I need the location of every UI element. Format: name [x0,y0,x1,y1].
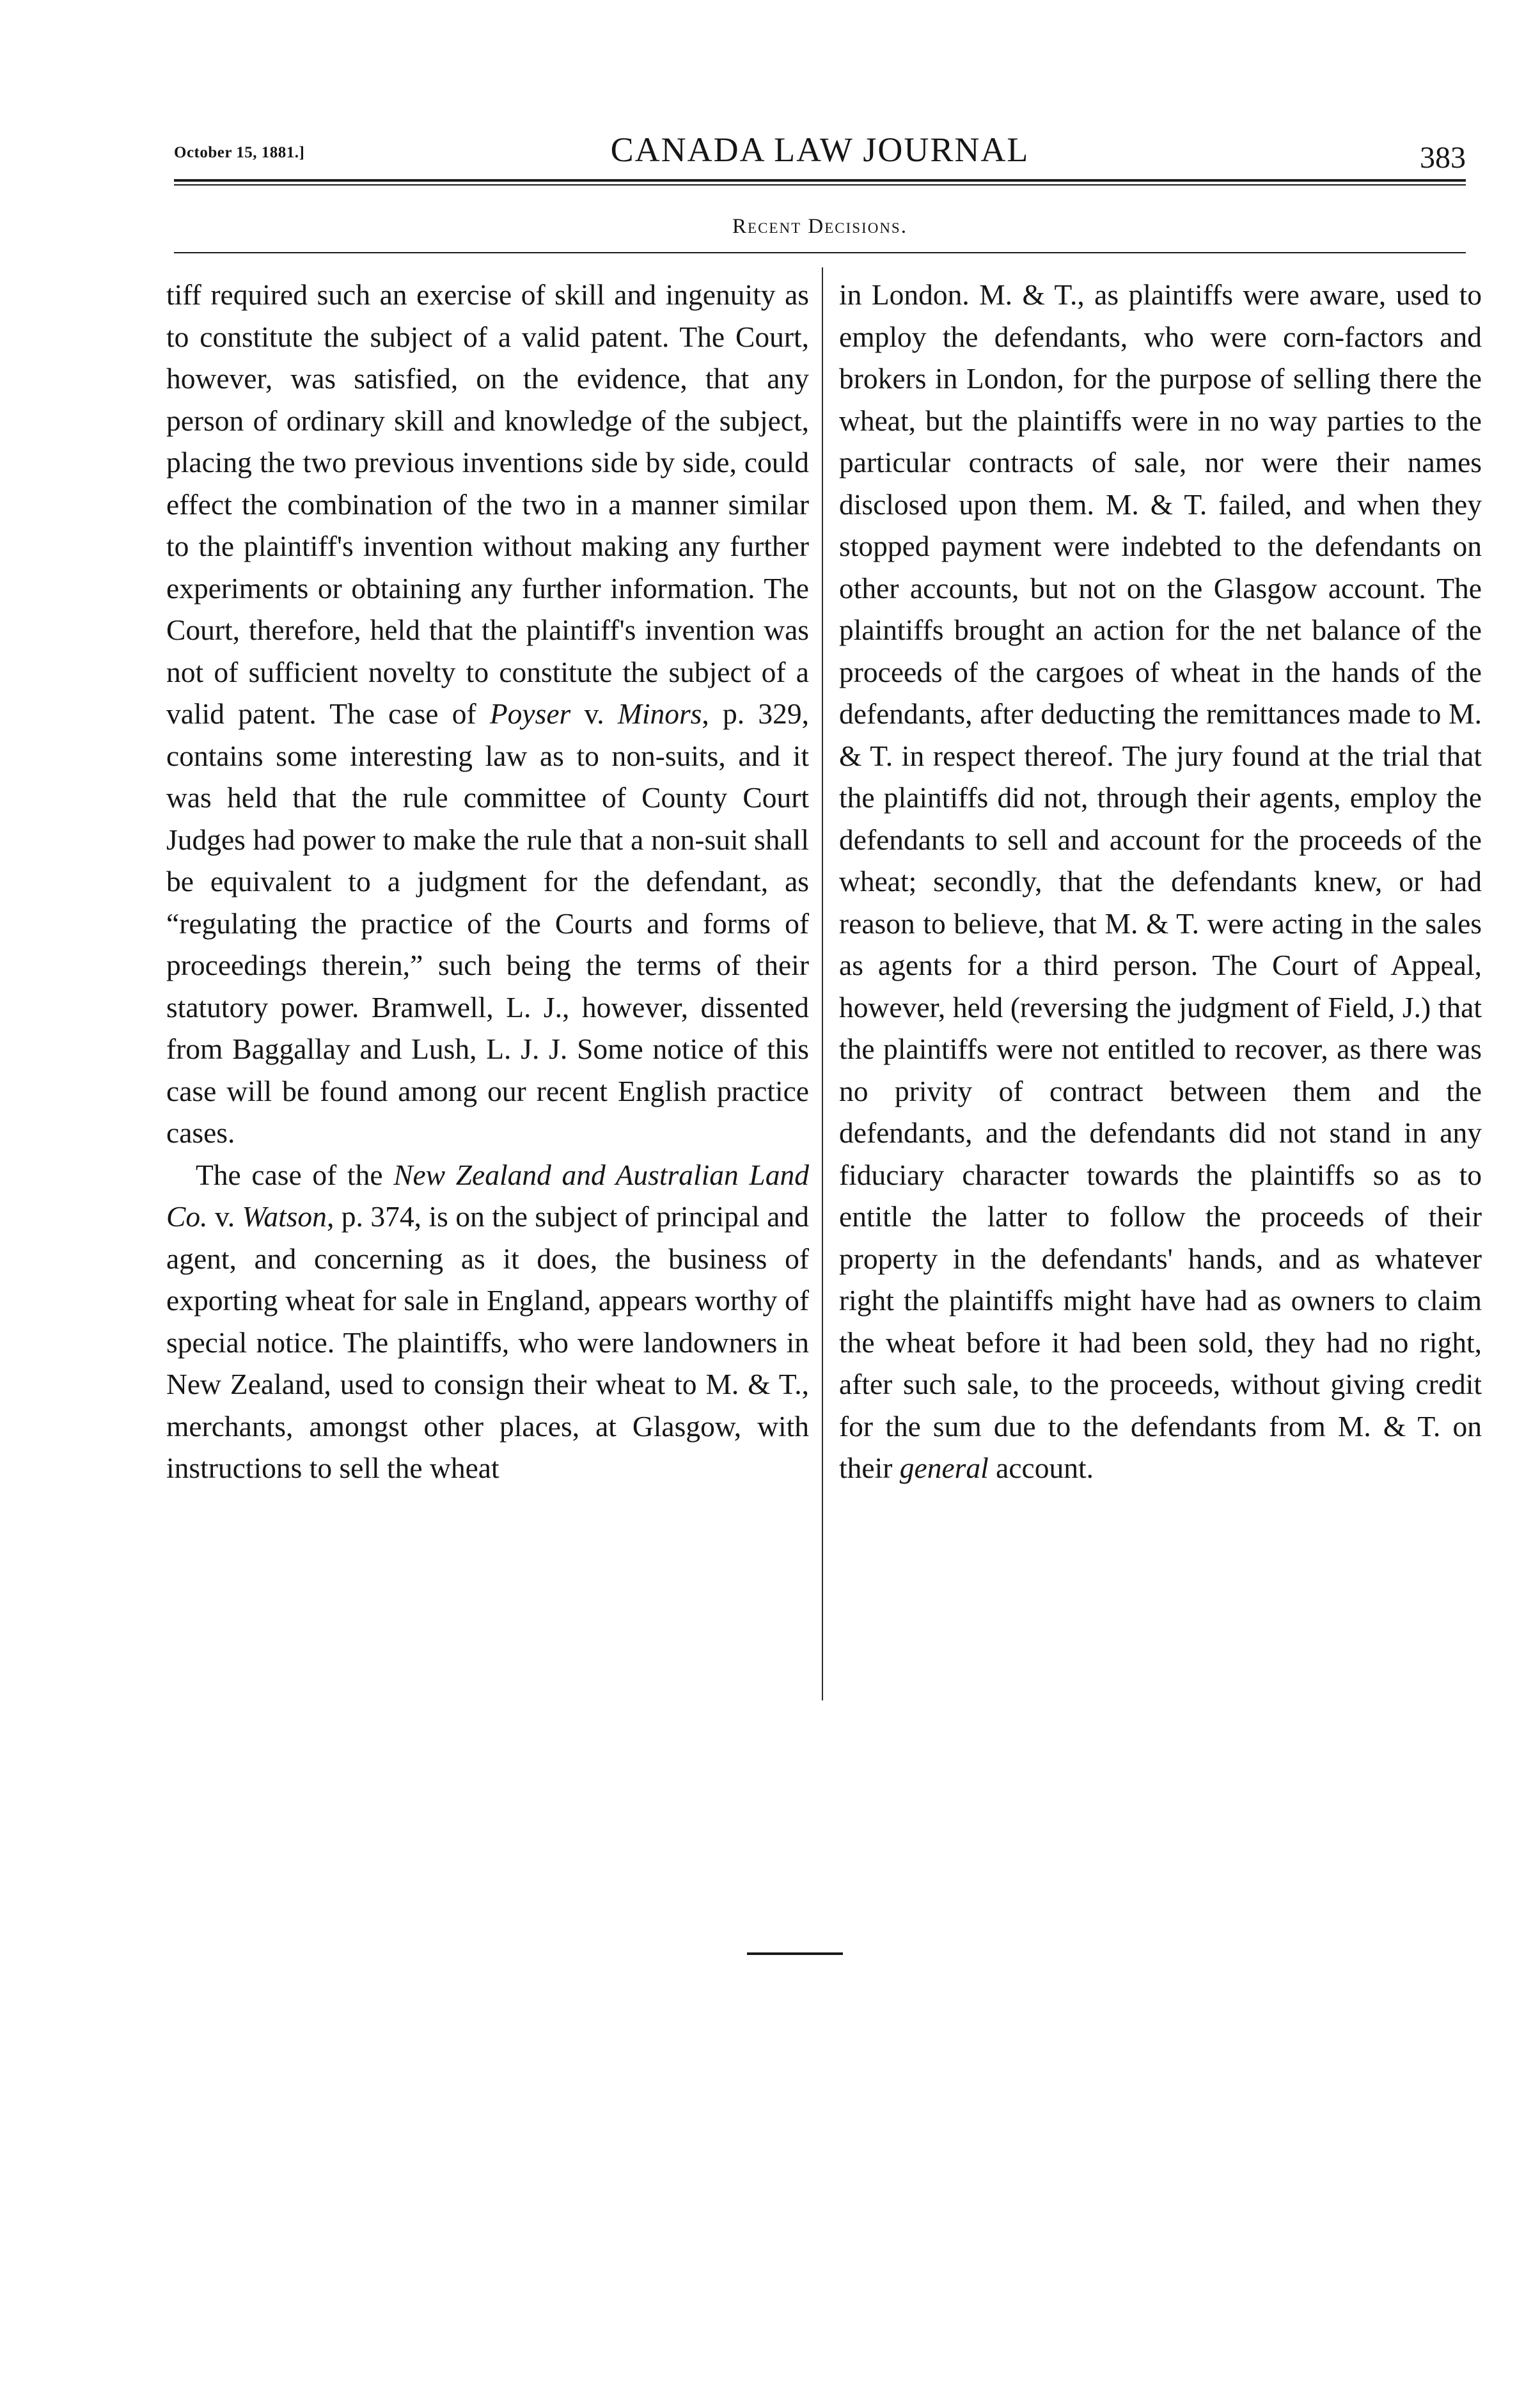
issue-date: October 15, 1881.] [174,144,305,161]
case-name: Minors [617,697,702,730]
text-run: , p. 329, contains some interesting law as to non-suits, and it was held that the rule committee of County Court Judges had power to make the rule that a non-suit shall be equivalent to a judgment for the defendant, as “regulating the practice of the Courts and forms of proceedings therein,” such being the terms of their statutory power. Bramwell, L. J., however, dissented from Baggallay and Lush, L. J. J. Some notice of this case will be found among our recent English practice cases. [166,697,810,1149]
text-run: tiff required such an exercise of skill and ingenuity as to constitute the subject of a valid patent. The Court, however, was satisfied, on the evidence, that any person of ordinary skill and knowledge of the subject, placing the two previous inventions side by side, could effect the combination of the two in a manner similar to the plaintiff's invention without making any further experiments or obtaining any further information. The Court, therefore, held that the plaintiff's invention was not of sufficient novelty to constitute the subject of a valid patent. The case of [166,278,809,730]
page-number: 383 [1420,141,1466,175]
case-name: Watson [242,1200,327,1233]
text-run: v. [207,1200,242,1233]
case-name: Poyser [489,697,571,730]
page-header [174,125,1466,176]
text-run: in London. M. & T., as plaintiffs were aware, used to employ the defendants, who were corn-factors and brokers in London, for the purpose of selling there the wheat, but the plaintiffs were in no way parties to the particular contracts of sale, nor were their names disclosed upon them. M. & T. failed, and when they stopped payment were indebted to the defendants on other accounts, but not on the Glasgow account. The plaintiffs brought an action for the net balance of the proceeds of the cargoes of wheat in the hands of the defendants, after deducting the remittances made to M. & T. in respect thereof. The jury found at the trial that the plaintiffs did not, through their agents, employ the defendants to sell and account for the proceeds of the wheat; secondly, that the defendants knew, or had reason to believe, that M. & T. were acting in the sales as agents for a third person. The Court of Appeal, however, held (reversing the judgment of Field, J.) that the plaintiffs were not entitled to recover, as there was no privity of contract between them and the defendants, and the defendants did not stand in any fiduciary character towards the plaintiffs so as to entitle the latter to follow the proceeds of their property in the defendants' hands, and as whatever right the plaintiffs might have had as owners to claim the wheat before it had been sold, they had no right, after such sale, to the proceeds, without giving credit for the sum due to the defendants from M. & T. on their [839,278,1482,1484]
section-rule [174,252,1466,253]
text-run: , p. 374, is on the subject of principal and agent, and concerning as it does, the business of exporting wheat for sale in England, appears worthy of special notice. The plaintiffs, who were landowners in New Zealand, used to consign their wheat to M. & T., merchants, amongst other places, at Glasgow, with instructions to sell the wheat [166,1200,809,1484]
column-divider [822,267,823,1700]
header-rule-thick [174,179,1466,182]
left-paragraph-1 [166,274,809,1154]
journal-title: CANADA LAW JOURNAL [610,131,1030,169]
left-column [166,274,809,1489]
header-rule-thin [174,184,1466,186]
text-run: The case of the [196,1158,394,1191]
emphasis: general [899,1452,989,1484]
case-name: New Zealand and Australian Land Co. [166,1158,809,1233]
right-column [839,274,1482,1489]
text-run: account. [988,1452,1094,1484]
left-paragraph-2 [166,1154,809,1489]
text-run: v. [570,697,618,730]
end-rule [747,1952,843,1955]
section-heading: Recent Decisions. [732,215,908,238]
right-paragraph-1 [839,274,1482,1489]
